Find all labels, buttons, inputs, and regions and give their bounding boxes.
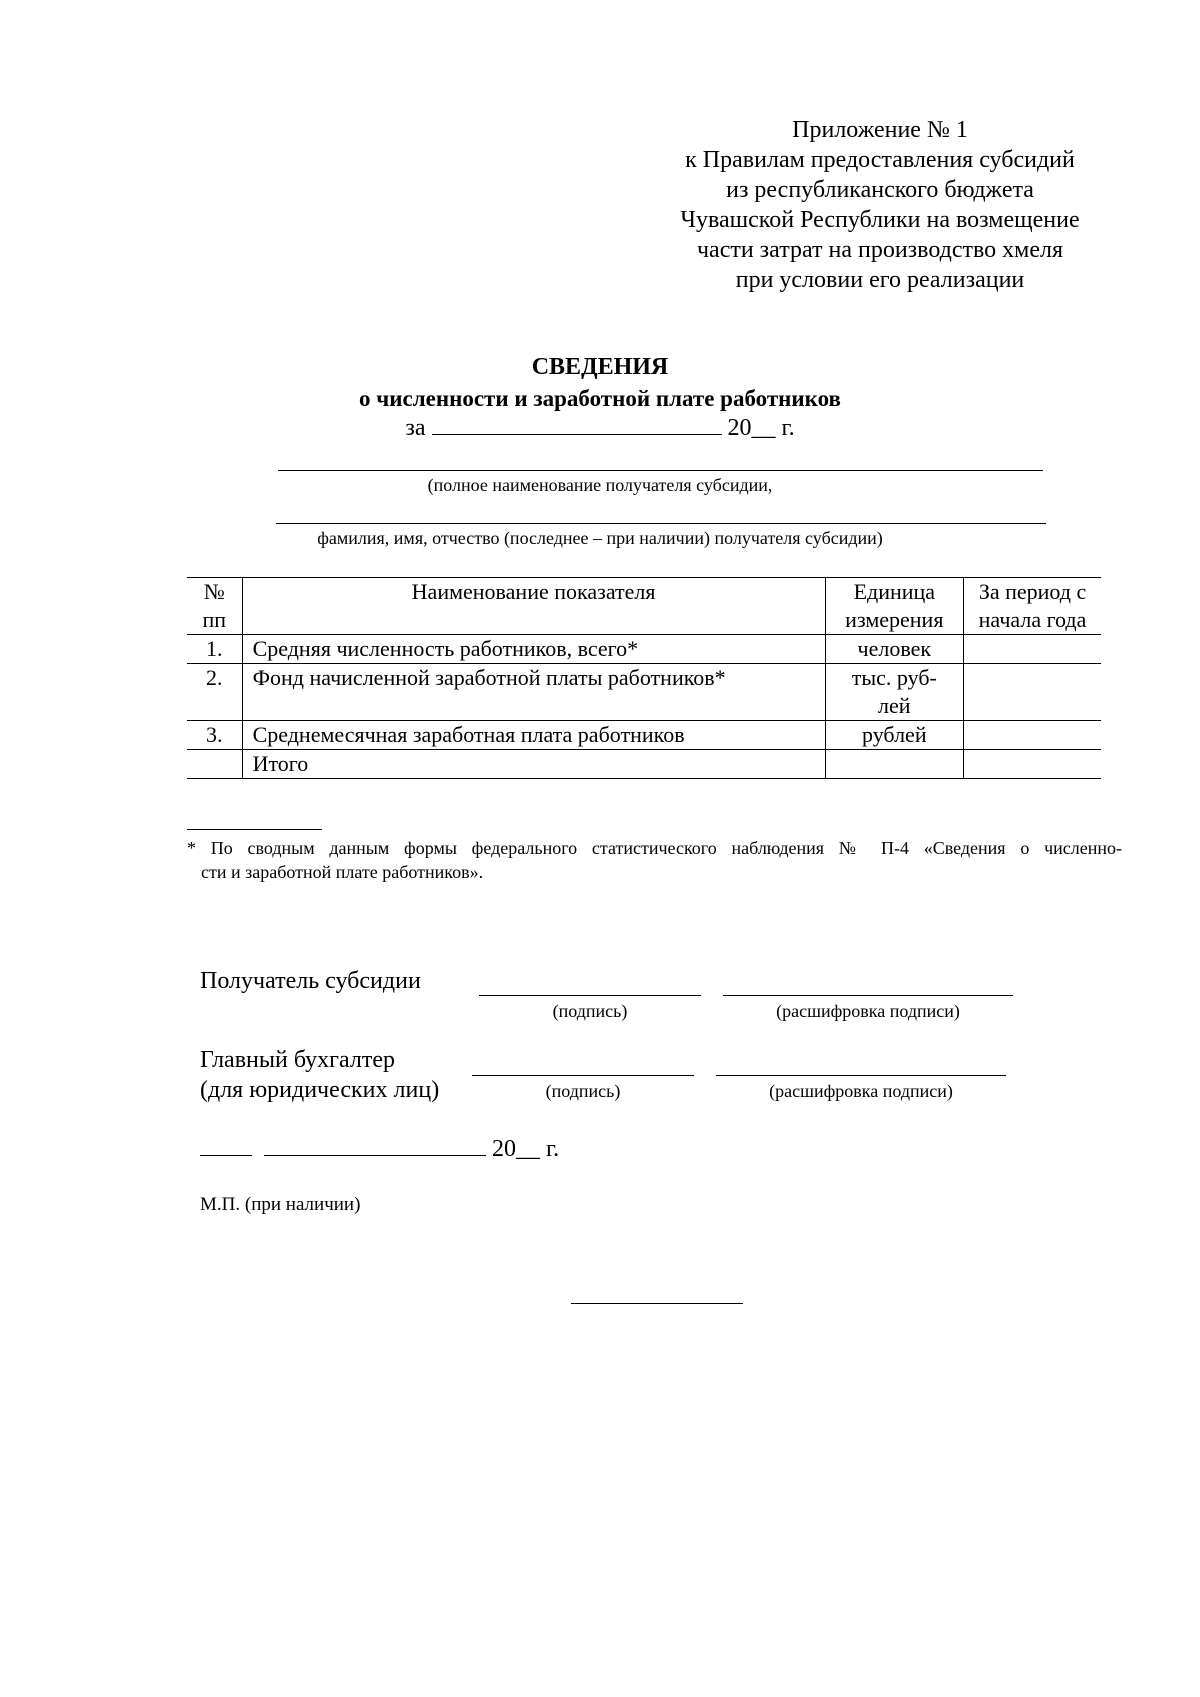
period-prefix: за xyxy=(405,415,426,441)
accountant-signature-line[interactable] xyxy=(472,1075,694,1076)
header-period xyxy=(964,578,1101,635)
row-value[interactable] xyxy=(964,750,1101,779)
appendix-line: из республиканского бюджета xyxy=(726,177,1034,203)
appendix-line: части затрат на производство хмеля xyxy=(696,237,1064,263)
recipient-signature-line[interactable] xyxy=(479,995,701,996)
signature-caption: (подпись) xyxy=(552,1001,628,1021)
row-name: Итого xyxy=(242,750,825,779)
row-num xyxy=(187,750,242,779)
accountant-label-note: (для юридических лиц) xyxy=(200,1077,440,1103)
row-num: 2. xyxy=(187,664,242,721)
row-value[interactable] xyxy=(964,721,1101,750)
accountant-decode-line[interactable] xyxy=(716,1075,1006,1076)
date-month-blank[interactable] xyxy=(264,1133,486,1156)
period-blank xyxy=(432,412,722,435)
signature-caption: (подпись) xyxy=(545,1081,621,1101)
appendix-line: при условии его реализации xyxy=(735,267,1025,293)
row-value[interactable] xyxy=(964,635,1101,664)
header-name: Наименование показателя xyxy=(242,578,825,635)
row-name: Среднемесячная заработная плата работников xyxy=(242,721,825,750)
document-subtitle: о численности и заработной плате работников xyxy=(359,386,841,411)
table-row xyxy=(187,664,1101,721)
stamp-note: М.П. (при наличии) xyxy=(200,1194,361,1215)
row-unit: рублей xyxy=(825,721,963,750)
appendix-line: к Правилам предоставления субсидий xyxy=(685,147,1075,173)
appendix-block xyxy=(640,115,1120,295)
table-header-row xyxy=(187,578,1101,635)
decode-caption: (расшифровка подписи) xyxy=(776,1001,960,1021)
row-unit: человек xyxy=(825,635,963,664)
table-row xyxy=(187,750,1101,779)
end-rule xyxy=(571,1303,743,1304)
row-unit: тыс. руб- лей xyxy=(825,664,963,721)
row-unit xyxy=(825,750,963,779)
recipient-signature-label: Получатель субсидии xyxy=(200,968,421,994)
appendix-line: Чувашской Республики на возмещение xyxy=(680,207,1080,233)
footnote-rule xyxy=(187,829,322,830)
footnote-line: сти и заработной плате работников». xyxy=(201,862,484,882)
period-year: 20__ г. xyxy=(727,415,795,441)
row-name: Средняя численность работников, всего* xyxy=(242,635,825,664)
recipient-caption-2: фамилия, имя, отчество (последнее – при наличии) получателя субсидии) xyxy=(317,528,883,548)
footnote-line: * По сводным данным формы федерального статистического наблюдения № П-4 «Сведения о численно- xyxy=(187,838,1122,858)
decode-caption: (расшифровка подписи) xyxy=(769,1081,953,1101)
header-unit-line: измерения xyxy=(845,607,944,632)
header-unit xyxy=(825,578,963,635)
row-num: 1. xyxy=(187,635,242,664)
table-row xyxy=(187,721,1101,750)
accountant-label: Главный бухгалтер xyxy=(200,1047,395,1073)
recipient-decode-line[interactable] xyxy=(723,995,1013,996)
header-num-line: пп xyxy=(202,607,227,632)
date-year: 20__ г. xyxy=(492,1136,560,1162)
footnote xyxy=(187,836,1122,884)
document-title: СВЕДЕНИЯ xyxy=(531,354,669,380)
header-num xyxy=(187,578,242,635)
appendix-line: Приложение № 1 xyxy=(792,117,968,143)
row-num: 3. xyxy=(187,721,242,750)
period-line xyxy=(150,412,1050,443)
row-name: Фонд начисленной заработной платы работников* xyxy=(242,664,825,721)
recipient-caption-1: (полное наименование получателя субсидии, xyxy=(427,475,773,495)
header-period-line: За период с xyxy=(978,579,1087,604)
indicators-table xyxy=(187,577,1101,779)
date-line xyxy=(200,1133,559,1164)
row-value[interactable] xyxy=(964,664,1101,721)
header-num-line: № xyxy=(203,579,225,604)
date-day-blank[interactable] xyxy=(200,1133,252,1156)
header-unit-line: Единица xyxy=(853,579,936,604)
recipient-line-2 xyxy=(276,523,1046,524)
table-row xyxy=(187,635,1101,664)
recipient-line-1 xyxy=(278,470,1043,471)
header-period-line: начала года xyxy=(978,607,1087,632)
